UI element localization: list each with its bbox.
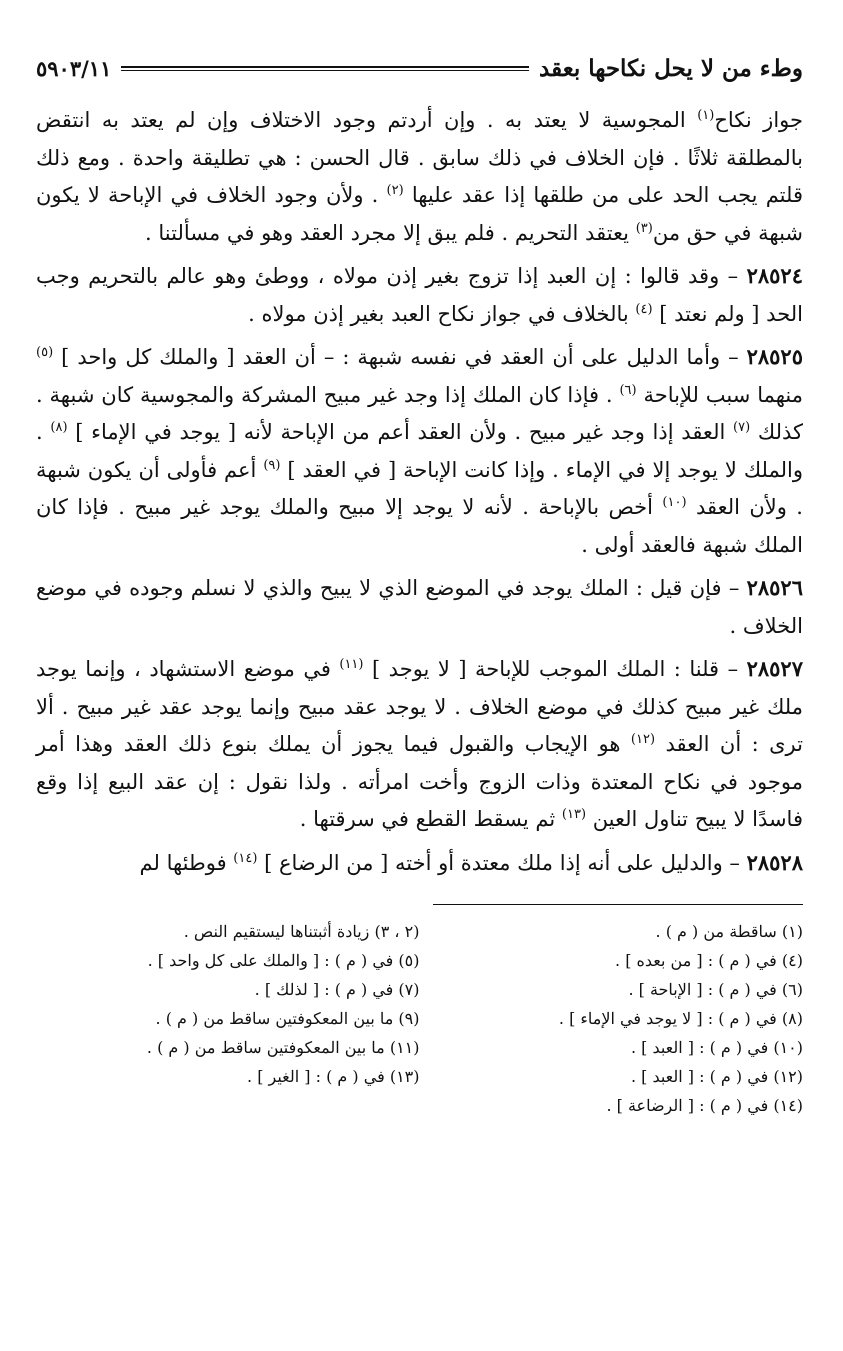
footnote-marker: (١٣) [561, 807, 587, 822]
header-rule [121, 66, 529, 71]
text-run: . والملك لا يوجد إلا في الإماء . وإذا كانت الإباحة [ في العقد ] [36, 420, 803, 482]
text-run: . ولأن وجود الخلاف في الإباحة لا يكون شبهة في حق من [36, 183, 803, 245]
footnote-entry: (١) ساقطة من ( م ) . [655, 922, 803, 941]
paragraph [36, 338, 803, 564]
paragraph [36, 844, 803, 883]
paragraph-number: ٢٨٥٢٨ [746, 849, 803, 875]
footnote-marker: (٨) [50, 420, 68, 435]
footnote-marker: (٣) [635, 220, 653, 236]
footnote-entry: (١٤) في ( م ) : [ الرضاعة ] . [606, 1096, 803, 1115]
main-text [36, 102, 803, 882]
paragraph-number: ٢٨٥٢٧ [746, 656, 803, 681]
footnote-marker: (٢) [386, 183, 404, 198]
footnotes [36, 917, 803, 1120]
footnote-entry: (١١) ما بين المعكوفتين ساقط من ( م ) . [146, 1038, 420, 1057]
text-run: – وأما الدليل على أن العقد في نفسه شبهة : – أن العقد [ والملك كل واحد ] [53, 345, 747, 369]
footnote-entry: (٢ ، ٣) زيادة أثبتناها ليستقيم النص . [183, 922, 420, 941]
footnotes-left-column [36, 917, 420, 1120]
footnote-marker: (١٠) [662, 495, 687, 510]
text-run: المجوسية لا يعتد به . وإن أردتم وجود الاختلاف وإن لم يعتد به انتقض بالمطلقة ثلاثًا . فإن الخلاف في ذلك سابق . قال الحسن : هي تطليقة واحدة . ومع ذلك قلتم يجب الحد على من طلقها إذا عقد عليها [36, 108, 803, 207]
footnote-entry: (٤) في ( م ) : [ من بعده ] . [615, 951, 803, 970]
footnote-marker: (٩) [263, 457, 281, 473]
text-run: ثم يسقط القطع في سرقتها . [299, 807, 562, 831]
footnote-marker: (١١) [339, 657, 364, 672]
footnote-marker: (١) [697, 108, 715, 123]
running-title: وطء من لا يحل نكاحها بعقد [539, 54, 803, 82]
footnote-marker: (٧) [733, 420, 751, 435]
text-run: منهما سبب للإباحة [636, 382, 803, 407]
footnote-entry: (٨) في ( م ) : [ لا يوجد في الإماء ] . [558, 1009, 803, 1028]
text-run: هو الإيجاب والقبول فيما يجوز أن يملك بنوع ذلك العقد وهذا أمر موجود في نكاح المعتدة وذات الزوج وأخت امرأته . ولذا نقول : إن عقد البيع إذا وقع فاسدًا لا يبيح تناول العين [36, 732, 803, 831]
text-run: – فإن قيل : الملك يوجد في الموضع الذي لا يبيح والذي لا نسلم وجوده في موضع الخلاف . [36, 576, 803, 638]
text-run: . فإذا كان الملك إذا وجد غير مبيح المشركة والمجوسية كان شبهة . كذلك [36, 382, 803, 444]
footnotes-right-column [420, 917, 804, 1120]
footnote-entry: (٩) ما بين المعكوفتين ساقط من ( م ) . [155, 1009, 420, 1028]
paragraph-number: ٢٨٥٢٤ [746, 263, 803, 288]
page-number: ٥٩٠٣/١١ [36, 55, 112, 81]
paragraph [36, 257, 803, 333]
text-run: العقد إذا وجد غير مبيح . ولأن العقد أعم من الإباحة لأنه [ يوجد في الإماء ] [67, 420, 734, 444]
paragraph-number: ٢٨٥٢٦ [746, 575, 803, 600]
text-run: – وقد قالوا : إن العبد إذا تزوج بغير إذن مولاه ، ووطئ وهو عالم بالتحريم وجب الحد [ ولم نعتد ] [36, 264, 803, 326]
text-run: في موضع الاستشهاد ، وإنما يوجد ملك غير مبيح كذلك في موضع الخلاف . لا يوجد عقد مبيح وإنما يوجد عقد غير مبيح . ألا ترى : أن العقد [36, 657, 803, 756]
page-header [36, 48, 803, 88]
footnote-marker: (١٤) [233, 850, 258, 866]
text-run: أخص بالإباحة . لأنه لا يوجد إلا مبيح والملك يوجد غير مبيح . فإذا كان الملك شبهة فالعقد أولى . [36, 495, 803, 557]
paragraph [36, 569, 803, 645]
paragraph-number: ٢٨٥٢٥ [746, 344, 803, 369]
text-run: بالخلاف في جواز نكاح العبد بغير إذن مولاه . [248, 301, 636, 326]
text-run: أعم فأولى أن يكون شبهة . ولأن العقد [36, 457, 803, 519]
footnote-entry: (١٢) في ( م ) : [ العبد ] . [630, 1067, 803, 1086]
footnote-entry: (١٣) في ( م ) : [ الغير ] . [247, 1067, 420, 1086]
footnote-entry: (٦) في ( م ) : [ الإباحة ] . [628, 980, 803, 999]
footnote-marker: (٤) [635, 301, 653, 317]
text-run: فوطئها لم [139, 850, 234, 875]
paragraph [36, 650, 803, 839]
footnote-marker: (١٢) [630, 732, 656, 747]
paragraph [36, 102, 803, 252]
footnote-marker: (٥) [36, 345, 54, 360]
text-run: – والدليل على أنه إذا ملك معتدة أو أخته [ من الرضاع ] [257, 850, 747, 875]
footnote-separator [433, 904, 803, 905]
text-run: يعتقد التحريم . فلم يبق إلا مجرد العقد وهو في مسألتنا . [145, 220, 636, 245]
footnote-entry: (٧) في ( م ) : [ لذلك ] . [254, 980, 420, 999]
text-run: جواز نكاح [714, 108, 803, 132]
footnote-entry: (٥) في ( م ) : [ والملك على كل واحد ] . [147, 951, 420, 970]
footnote-entry: (١٠) في ( م ) : [ العبد ] . [630, 1038, 803, 1057]
text-run: – قلنا : الملك الموجب للإباحة [ لا يوجد ] [363, 657, 747, 681]
footnote-marker: (٦) [619, 382, 637, 398]
